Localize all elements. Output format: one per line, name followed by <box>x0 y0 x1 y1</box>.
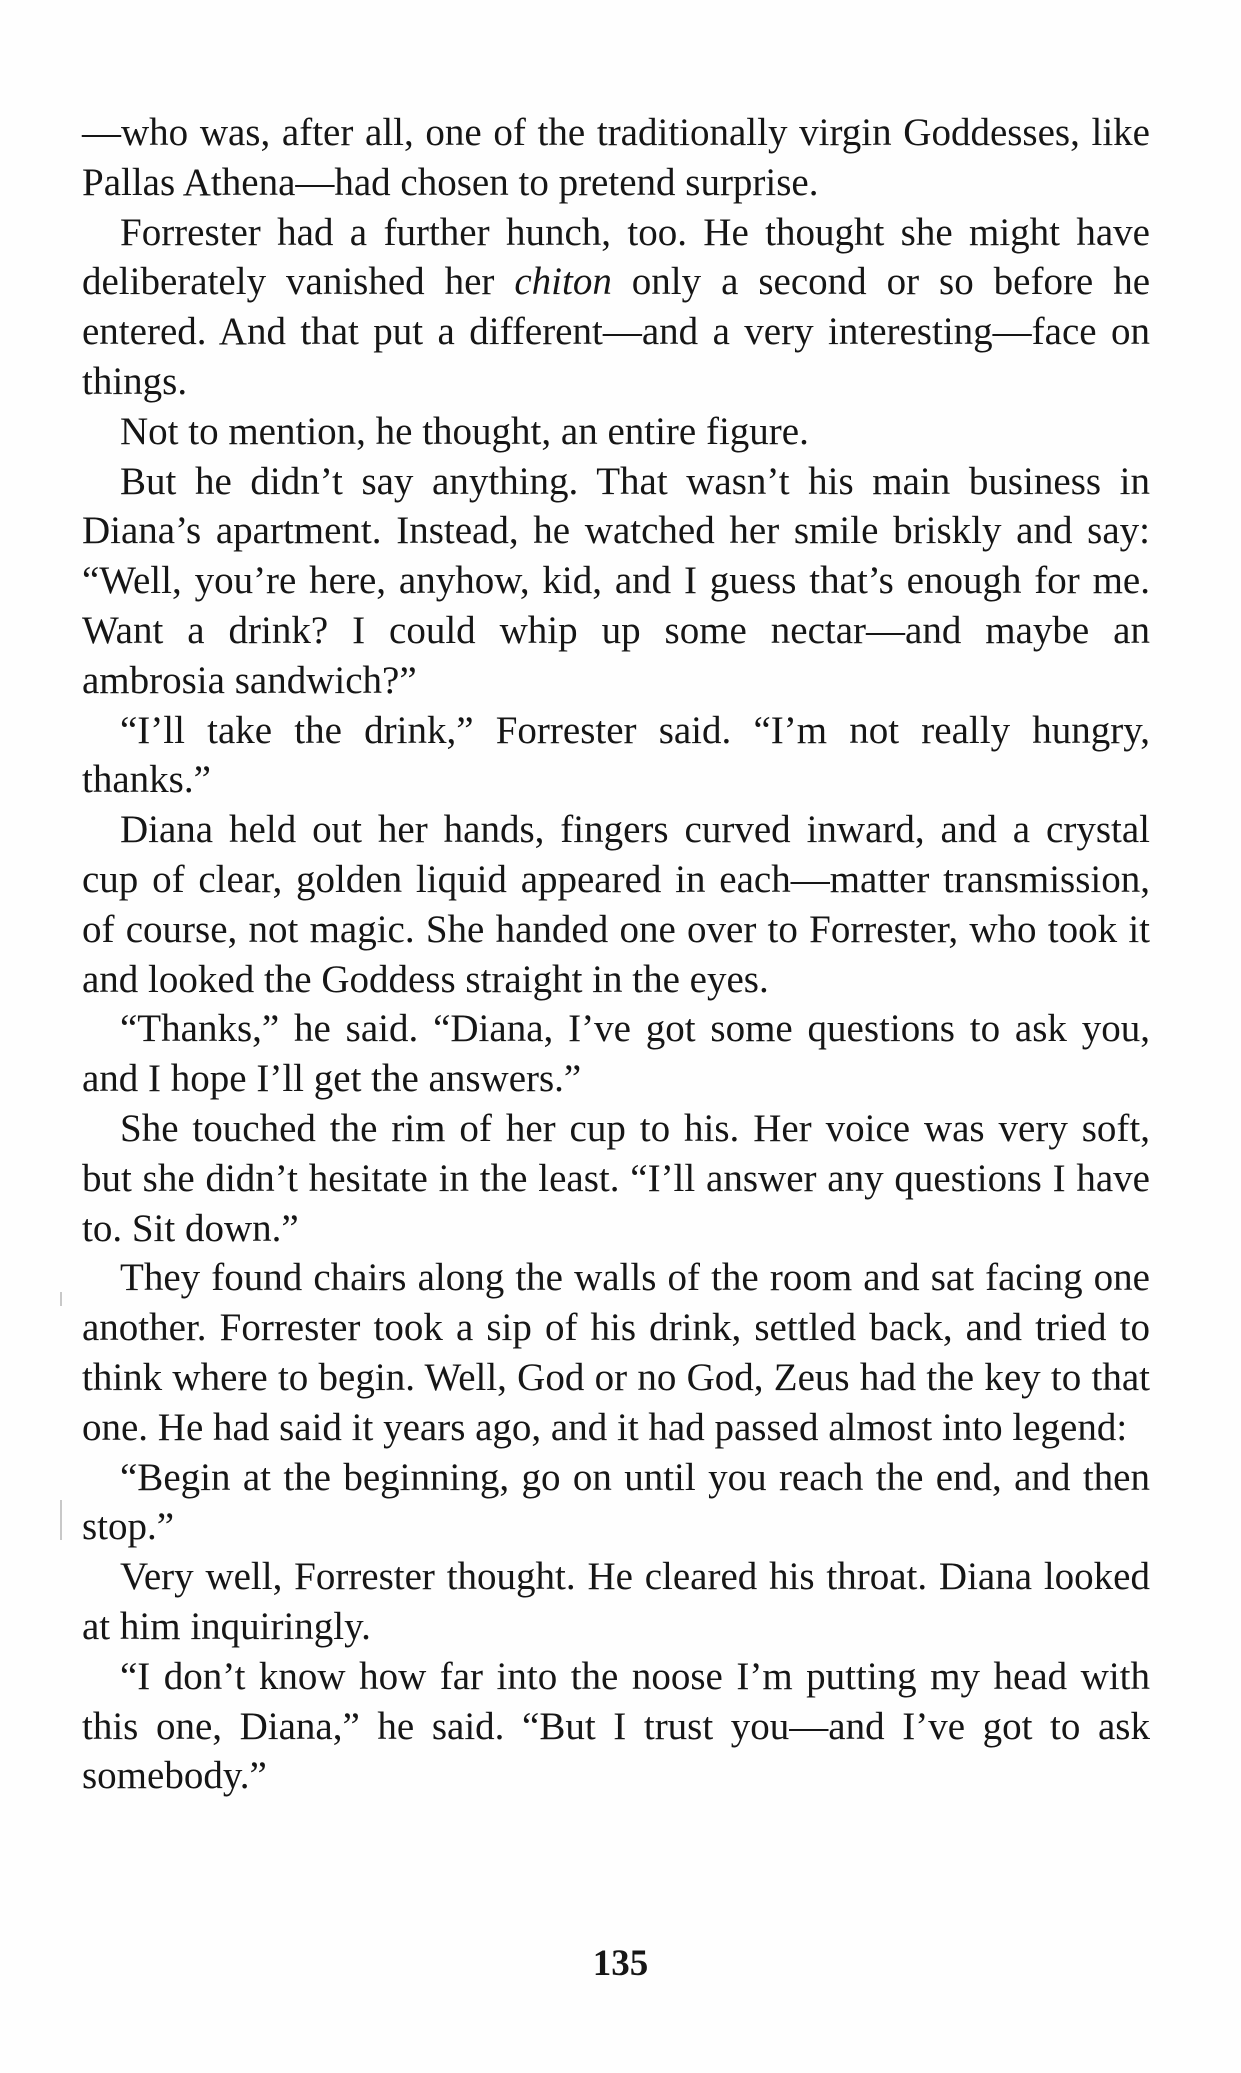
paragraph: Very well, Forrester thought. He cleared his throat. Diana looked at him inquiringly. <box>82 1555 1150 1648</box>
paragraph: —who was, after all, one of the traditionally virgin Goddesses, like Pallas Athena—had chosen to pretend surprise. <box>82 111 1150 204</box>
margin-speck <box>60 1500 62 1540</box>
paragraph: Diana held out her hands, fingers curved inward, and a crystal cup of clear, golden liquid appeared in each—matter transmission, of course, not magic. She handed one over to Forrester, who took it and looked the Goddess straight in the eyes. <box>82 808 1150 1001</box>
page-number: 135 <box>592 1943 649 1984</box>
body-text <box>82 108 1150 1801</box>
paragraph: “Begin at the beginning, go on until you reach the end, and then stop.” <box>82 1455 1150 1549</box>
paragraph: “I don’t know how far into the noose I’m putting my head with this one, Diana,” he said. “But I trust you—and I’ve got to ask somebody.” <box>82 1654 1150 1798</box>
paragraph: They found chairs along the walls of the room and sat facing one another. Forrester took a sip of his drink, settled back, and tried to think where to begin. Well, God or no God, Zeus had the key to that one. He had said it years ago, and it had passed almost into legend: <box>82 1256 1150 1449</box>
italic-word: chiton <box>514 260 612 304</box>
paragraph: Forrester had a further hunch, too. He thought she might have deliberately vanished her chiton only a second or so before he entered. And that put a different—and a very interesting—face on things. <box>82 210 1151 403</box>
paragraph: “I’ll take the drink,” Forrester said. “I’m not really hungry, thanks.” <box>82 708 1150 802</box>
paragraph: “Thanks,” he said. “Diana, I’ve got some questions to ask you, and I hope I’ll get the answers.” <box>82 1007 1150 1101</box>
margin-speck <box>60 1292 62 1306</box>
paragraph: Not to mention, he thought, an entire figure. <box>120 409 809 453</box>
paragraph: But he didn’t say anything. That wasn’t his main business in Diana’s apartment. Instead, he watched her smile briskly and say: “Well, you’re here, anyhow, kid, and I guess that’s enough for me. Want a drink? I could whip up some nectar—and maybe an ambrosia sandwich?” <box>82 459 1150 702</box>
paragraph: She touched the rim of her cup to his. Her voice was very soft, but she didn’t hesitate in the least. “I’ll answer any questions I have to. Sit down.” <box>82 1106 1150 1250</box>
